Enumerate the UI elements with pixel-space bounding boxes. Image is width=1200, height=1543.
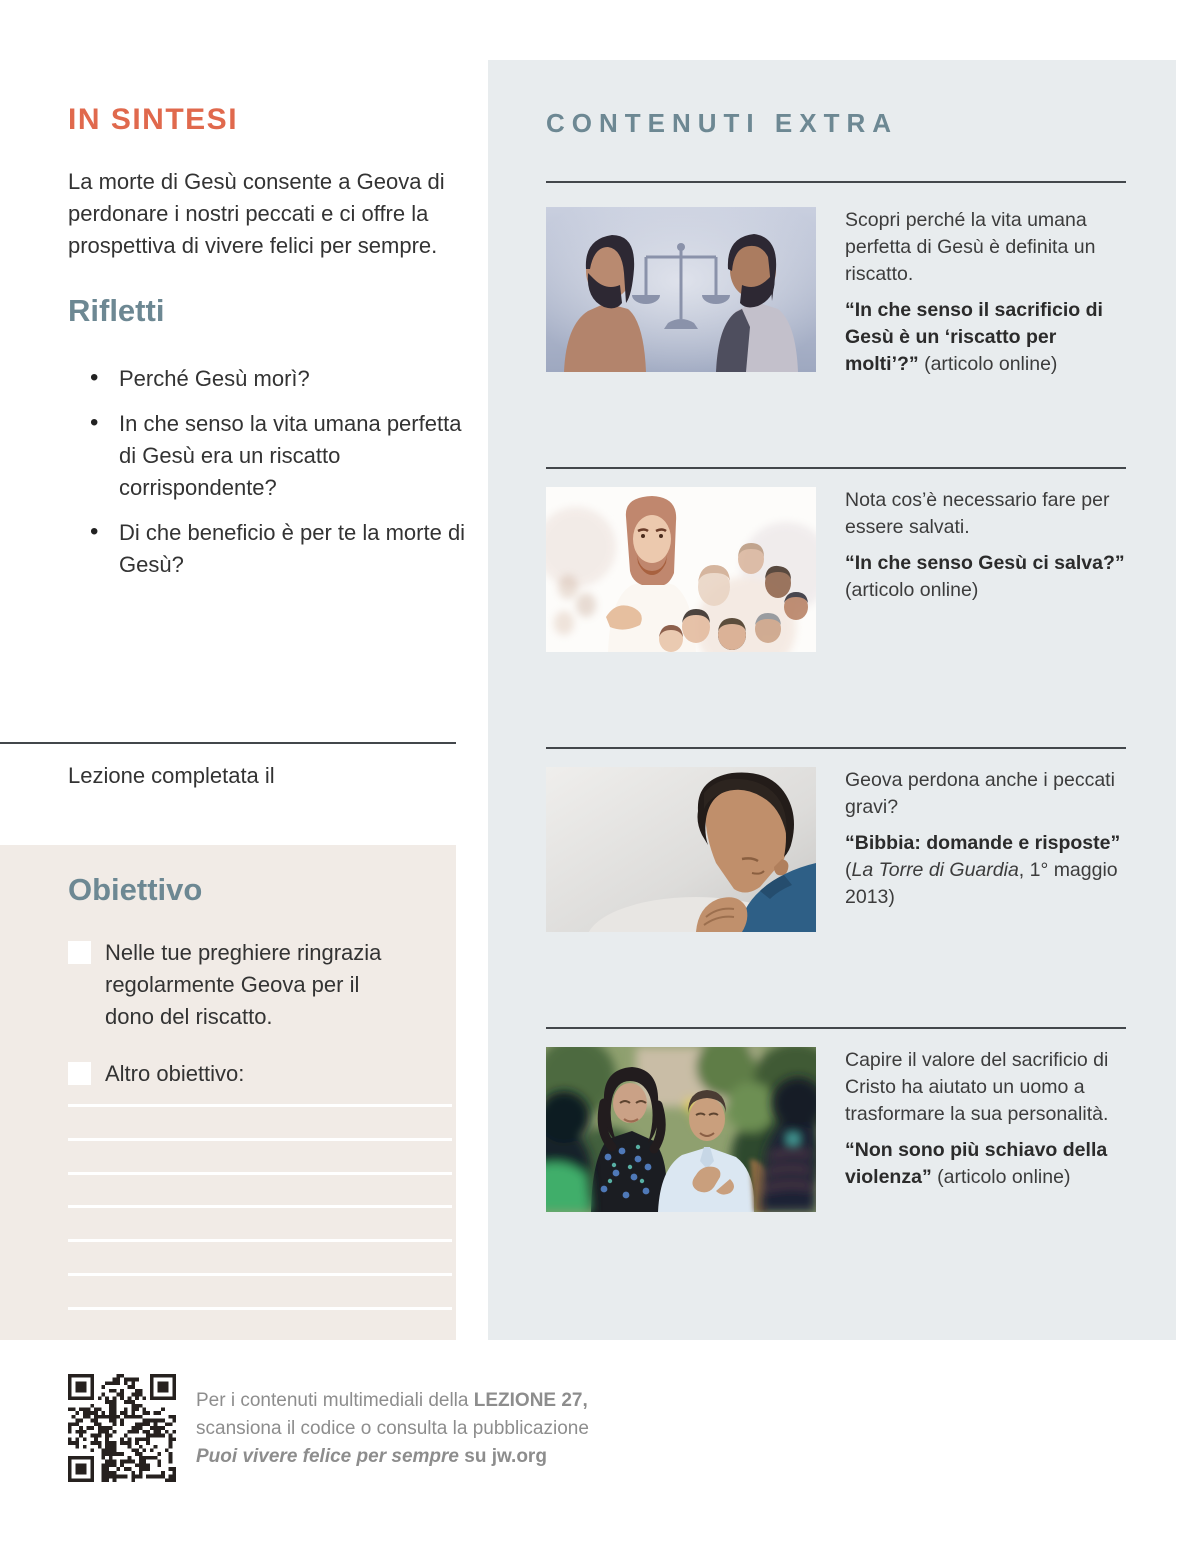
extra-item — [546, 487, 1128, 652]
divider-line — [546, 1027, 1126, 1029]
obiettivo-heading: Obiettivo — [68, 872, 203, 907]
extra-item-description: Scopri perché la vita umana perfetta di Gesù è definita un riscatto. — [845, 209, 1096, 285]
article-title[interactable]: “In che senso Gesù ci salva?” — [845, 552, 1125, 574]
goal-item-label: Nelle tue preghiere ringrazia regolarmente Geova per il dono del riscatto. — [105, 940, 382, 1029]
footer-note: Per i contenuti multimediali della LEZIONE 27, scansiona il codice o consulta la pubblicazione Puoi vivere felice per sempre su jw.org — [196, 1390, 589, 1467]
extra-item-reference — [845, 297, 1128, 378]
article-title[interactable]: “Non sono più schiavo della violenza” — [845, 1139, 1108, 1188]
article-title[interactable]: “In che senso il sacrificio di Gesù è un ‘riscatto per molti’?” — [845, 299, 1103, 375]
bullet-question: • Perché Gesù morì? — [90, 363, 482, 395]
extra-item — [546, 207, 1128, 378]
writing-line — [68, 1172, 452, 1175]
article-title[interactable]: “Bibbia: domande e risposte” — [845, 832, 1121, 854]
qr-code[interactable] — [68, 1374, 176, 1482]
publication-title: Puoi vivere felice per sempre — [196, 1446, 459, 1467]
extra-item-reference — [845, 830, 1128, 911]
extra-item — [546, 1047, 1128, 1212]
publication-name: La Torre di Guardia — [851, 859, 1019, 881]
extra-item-reference — [845, 550, 1128, 604]
extra-item — [546, 767, 1128, 932]
extra-item-reference — [845, 1137, 1128, 1191]
obiettivo-section — [0, 845, 456, 1340]
extra-item-description: Geova perdona anche i peccati gravi? — [845, 769, 1115, 818]
article-source: (articolo online) — [937, 1166, 1071, 1188]
article-source: (La Torre di Guardia, 1° maggio 2013) — [845, 859, 1118, 908]
writing-line — [68, 1138, 452, 1141]
checkbox[interactable] — [68, 1062, 91, 1085]
goal-item — [68, 937, 405, 1033]
illustration-adam-and-jesus-with-scales — [546, 207, 816, 372]
article-source: (articolo online) — [845, 579, 979, 601]
contenuti-extra-heading: CONTENUTI EXTRA — [546, 108, 898, 138]
photo-young-man-praying — [546, 767, 816, 932]
goal-item-label: Altro obiettivo: — [105, 1061, 245, 1086]
goal-item — [68, 1058, 405, 1090]
lesson-completed-label: Lezione completata il — [68, 763, 275, 788]
writing-line — [68, 1239, 452, 1242]
rifletti-heading: Rifletti — [68, 293, 165, 328]
divider-line — [0, 742, 456, 744]
writing-line — [68, 1205, 452, 1208]
rifletti-bullet-list — [90, 363, 482, 594]
bullet-question: • Di che beneficio è per te la morte di Gesù? — [90, 517, 482, 581]
writing-line — [68, 1273, 452, 1276]
divider-line — [546, 747, 1126, 749]
in-sintesi-paragraph: La morte di Gesù consente a Geova di perdonare i nostri peccati e ci offre la prospettiva di vivere felici per sempre. — [68, 169, 445, 258]
divider-line — [546, 181, 1126, 183]
checkbox[interactable] — [68, 941, 91, 964]
contenuti-extra-panel — [488, 60, 1176, 1340]
extra-item-description: Capire il valore del sacrificio di Cristo ha aiutato un uomo a trasformare la sua personalità. — [845, 1049, 1109, 1125]
divider-line — [546, 467, 1126, 469]
article-source: (articolo online) — [924, 353, 1058, 375]
bullet-question: • In che senso la vita umana perfetta di Gesù era un riscatto corrispondente? — [90, 408, 482, 504]
writing-line — [68, 1104, 452, 1107]
writing-line — [68, 1307, 452, 1310]
extra-item-description: Nota cos’è necessario fare per essere salvati. — [845, 489, 1110, 538]
in-sintesi-heading: IN SINTESI — [68, 103, 239, 136]
photo-man-talking-with-group-outdoors — [546, 1047, 816, 1212]
illustration-jesus-extending-hand-to-crowd — [546, 487, 816, 652]
lesson-reference: LEZIONE 27, — [473, 1390, 588, 1411]
